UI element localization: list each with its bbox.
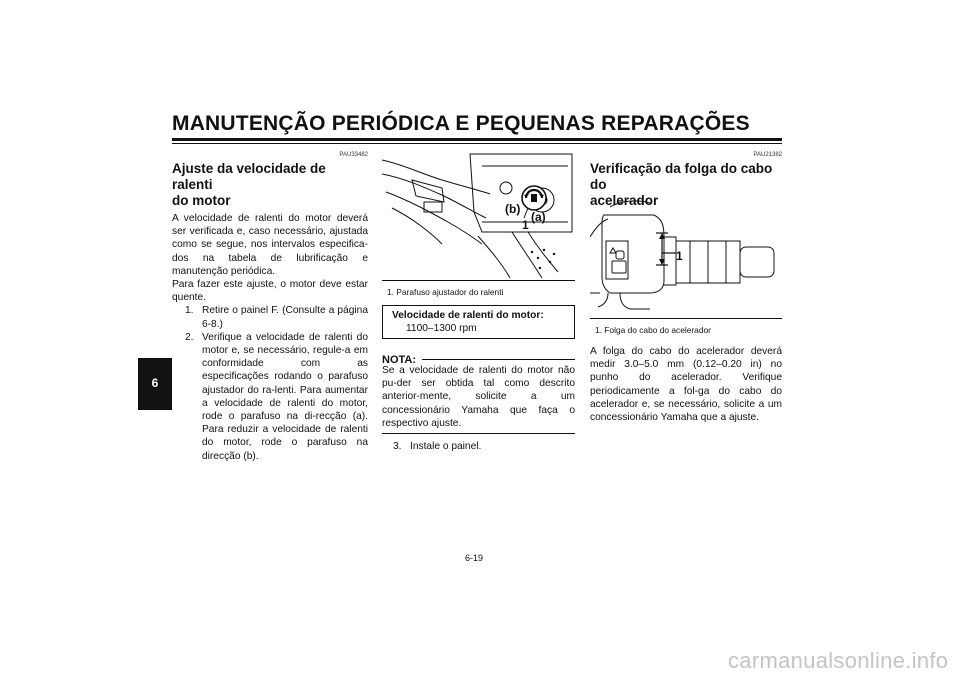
- header-rule: [172, 138, 782, 141]
- section-heading-line1: Verificação da folga do cabo do: [590, 161, 773, 192]
- throttle-paragraph: A folga do cabo do acelerador deverá medir 3.0–5.0 mm (0.12–0.20 in) no punho do acelerador. Verifique periodicamente a fol-ga do cabo do acelerador e, se necessário, solicite a um concessionário Yamaha que a ajuste.: [590, 346, 782, 424]
- callout-1: 1: [676, 249, 683, 263]
- tab-spacer: [138, 358, 172, 372]
- step-number: 2.: [185, 331, 194, 343]
- idle-screw-illustration: [382, 152, 575, 280]
- spec-label: Velocidade de ralenti do motor:: [392, 310, 544, 321]
- section-heading-line2: acelerador: [590, 193, 659, 208]
- section-heading-line1: Ajuste da velocidade de ralenti: [172, 161, 326, 192]
- page-title: MANUTENÇÃO PERIÓDICA E PEQUENAS REPARAÇÕES: [172, 112, 750, 135]
- nota-header: [382, 350, 575, 364]
- label-a: (a): [531, 210, 546, 224]
- left-column: [172, 152, 368, 463]
- nota-text: Se a velocidade de ralenti do motor não pu-der ser obtida tal como descrito anterior-mente, solicite a um concessionário Yamaha que faça o respectivo ajuste.: [382, 365, 575, 429]
- section-heading: [172, 161, 368, 209]
- spec-value: 1100–1300 rpm: [406, 323, 477, 334]
- spec-box: [382, 305, 575, 339]
- step-item: [393, 440, 575, 453]
- step-text: Retire o painel F. (Consulte a página 6-8.): [202, 305, 368, 330]
- section-code: PAU33482: [339, 152, 368, 158]
- step-text: Verifique a velocidade de ralenti do motor e, se necessário, regule-a em conformidade com as especificações rodando o parafuso ajustador do ra-lenti. Para aumentar a velocidade de ralenti do motor, rode o parafuso na di-recção (a). Para reduzir a velocidade de ralenti do motor, rode o parafuso na direcção (b).: [202, 331, 368, 462]
- nota-heading: NOTA:: [382, 354, 417, 366]
- figure-caption: 1. Parafuso ajustador do ralenti: [387, 287, 504, 297]
- throttle-grip-illustration: [590, 197, 782, 315]
- chapter-tab-label: 6: [151, 376, 159, 390]
- step-list: [382, 440, 575, 453]
- chapter-tab: [138, 358, 172, 410]
- step-number: 3.: [393, 441, 402, 453]
- caption-rule: [590, 318, 782, 319]
- caption-rule: [382, 280, 575, 281]
- step-item: [185, 331, 368, 463]
- page-number: 6-19: [465, 553, 484, 563]
- step-text: Instale o painel.: [410, 441, 482, 453]
- nota-rule: [422, 359, 575, 360]
- section-heading-line2: do motor: [172, 193, 231, 208]
- section-code: PAU21382: [753, 152, 782, 158]
- step-item: [185, 304, 368, 330]
- warm-engine-paragraph: Para fazer este ajuste, o motor deve estar quente.: [172, 279, 368, 304]
- intro-paragraph: A velocidade de ralenti do motor deverá ser verificada e, caso necessário, ajustada como se segue, nos intervalos especifica-dos na tabela de lubrificação e manutenção periódica.: [172, 213, 368, 277]
- throttle-figure: [590, 197, 782, 315]
- step-list: [172, 304, 368, 462]
- label-b: (b): [505, 202, 521, 216]
- idle-screw-figure: [382, 152, 575, 280]
- nota-block: [382, 350, 575, 453]
- nota-end-rule: [382, 433, 575, 434]
- watermark: carmanualsonline.info: [728, 648, 949, 673]
- header-rule-thin: [172, 143, 782, 144]
- figure-caption: 1. Folga do cabo do acelerador: [595, 325, 711, 335]
- step-number: 1.: [185, 305, 194, 317]
- callout-1: 1: [522, 218, 529, 232]
